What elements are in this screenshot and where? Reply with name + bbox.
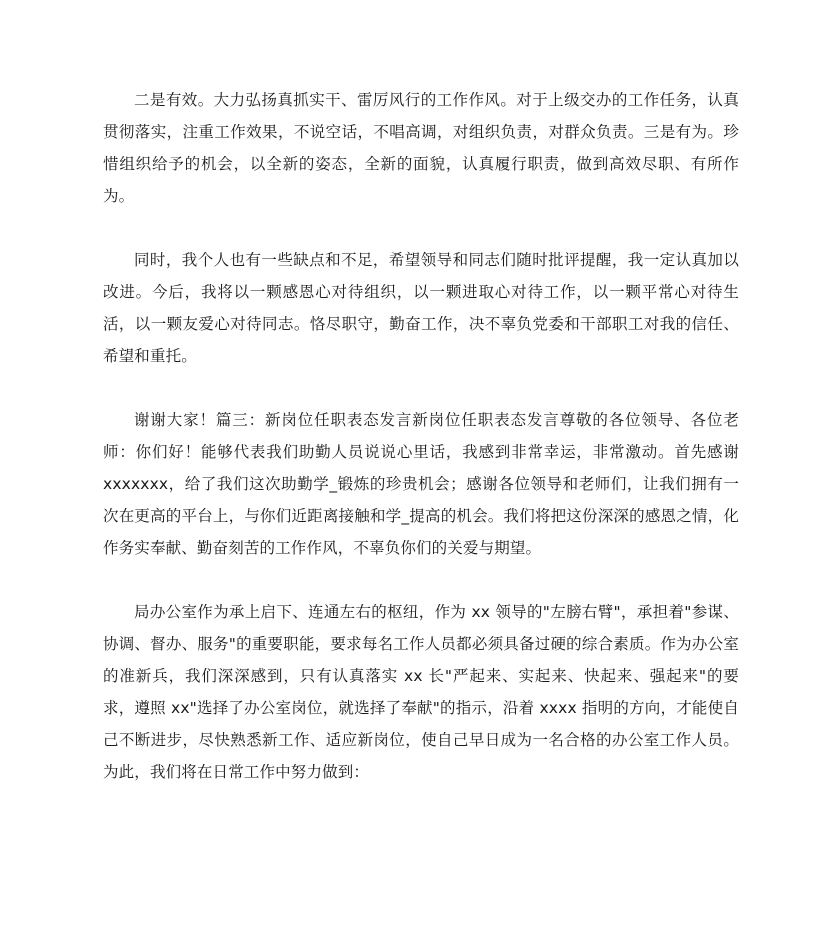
document-body (103, 84, 739, 820)
paragraph-4: 局办公室作为承上启下、连通左右的枢纽，作为 xx 领导的"左膀右臂"，承担着"参谋、协调、督办、服务"的重要职能，要求每名工作人员都必须具备过硬的综合素质。作为办公室的准新兵，我们深深感到，只有认真落实 xx 长"严起来、实起来、快起来、强起来"的要求，遵照 xx"选择了办公室岗位，就选择了奉献"的指示，沿着 xxxx 指明的方向，才能使自己不断进步，尽快熟悉新工作、适应新岗位，使自己早日成为一名合格的办公室工作人员。为此，我们将在日常工作中努力做到： (103, 603, 739, 781)
paragraph-1: 二是有效。大力弘扬真抓实干、雷厉风行的工作作风。对于上级交办的工作任务，认真贯彻落实，注重工作效果，不说空话，不唱高调，对组织负责，对群众负责。三是有为。珍惜组织给予的机会，以全新的姿态，全新的面貌，认真履行职责，做到高效尽职、有所作为。 (103, 91, 739, 205)
paragraph-2: 同时，我个人也有一些缺点和不足，希望领导和同志们随时批评提醒，我一定认真加以改进。今后，我将以一颗感恩心对待组织，以一颗进取心对待工作，以一颗平常心对待生活，以一颗友爱心对待同志。恪尽职守，勤奋工作，决不辜负党委和干部职工对我的信任、希望和重托。 (103, 251, 739, 365)
paragraph-3: 谢谢大家！篇三：新岗位任职表态发言新岗位任职表态发言尊敬的各位领导、各位老师：你们好！能够代表我们助勤人员说说心里话，我感到非常幸运，非常激动。首先感谢 xxxxxxx，给了我们这次助勤学_锻炼的珍贵机会；感谢各位领导和老师们，让我们拥有一次在更高的平台上，与你们近距离接触和学_提高的机会。我们将把这份深深的感恩之情，化作务实奉献、勤奋刻苦的工作作风，不辜负你们的关爱与期望。 (103, 411, 739, 557)
